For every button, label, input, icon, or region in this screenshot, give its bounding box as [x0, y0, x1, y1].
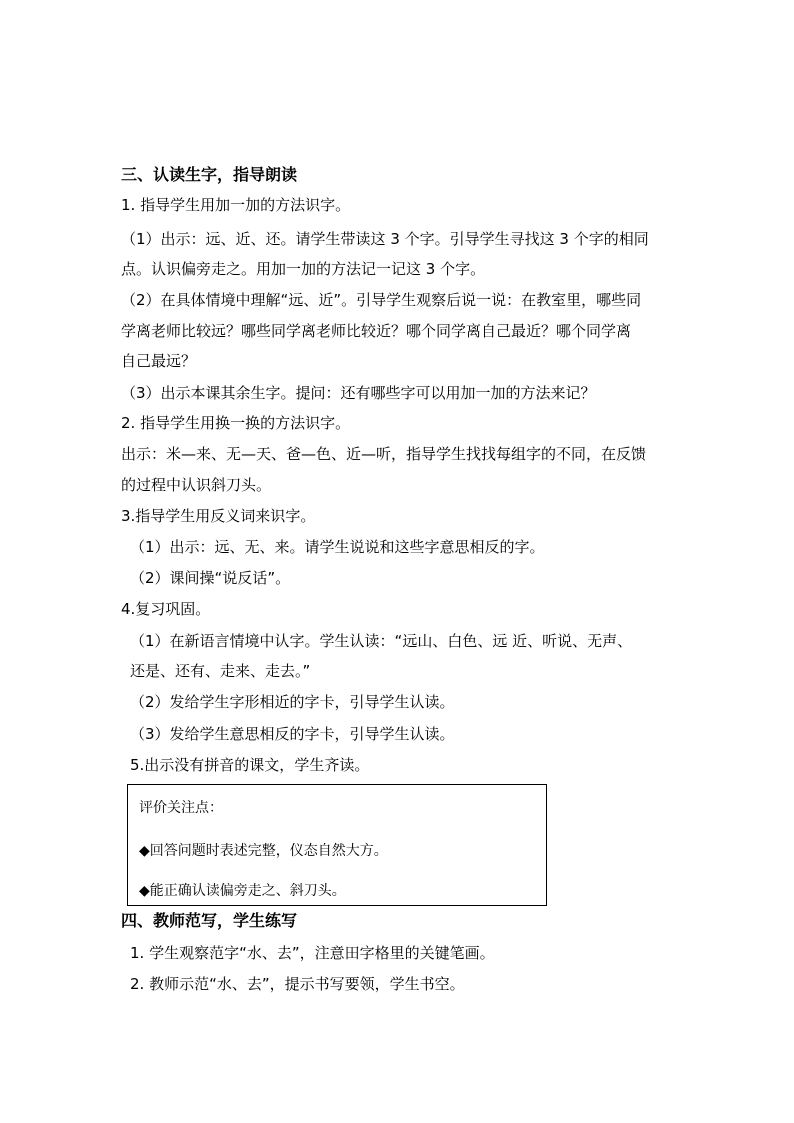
section4-item2: 2. 教师示范“水、去”，提示书写要领，学生书空。: [130, 975, 465, 993]
evaluation-point-2: ◆能正确认读偏旁走之、斜刀头。: [139, 883, 346, 899]
item1-2-line1: （2）在具体情境中理解“远、近”。引导学生观察后说一说：在教室里，哪些同: [121, 291, 642, 309]
item2-line1: 出示：米—来、无—天、爸—色、近—听，指导学生找找每组字的不同，在反馈: [121, 445, 647, 463]
item1-1-line2: 点。认识偏旁走之。用加一加的方法记一记这 3 个字。: [121, 260, 486, 278]
item4-2: （2）发给学生字形相近的字卡，引导学生认读。: [130, 693, 455, 711]
item2: 2. 指导学生用换一换的方法识字。: [121, 414, 351, 432]
evaluation-point-1: ◆回答问题时表述完整，仪态自然大方。: [139, 843, 388, 859]
evaluation-box: [127, 784, 547, 906]
item3: 3.指导学生用反义词来识字。: [121, 507, 316, 525]
item4: 4.复习巩固。: [121, 600, 211, 618]
section3-heading: 三、认读生字，指导朗读: [121, 165, 298, 184]
item1-3: （3）出示本课其余生字。提问：还有哪些字可以用加一加的方法来记？: [121, 384, 596, 402]
item1-2-line3: 自己最远？: [121, 352, 197, 370]
evaluation-title: 评价关注点：: [139, 800, 223, 816]
item2-line2: 的过程中认识斜刀头。: [121, 476, 272, 494]
item3-1: （1）出示：远、无、来。请学生说说和这些字意思相反的字。: [130, 538, 545, 556]
item3-2: （2）课间操“说反话”。: [130, 569, 291, 587]
item4-3: （3）发给学生意思相反的字卡，引导学生认读。: [130, 725, 455, 743]
item1-2-line2: 学离老师比较远？哪些同学离老师比较近？哪个同学离自己最近？哪个同学离: [121, 322, 632, 340]
section4-heading: 四、教师范写，学生练写: [121, 911, 298, 930]
item1: 1. 指导学生用加一加的方法识字。: [121, 196, 351, 214]
item1-1-line1: （1）出示：远、近、还。请学生带读这 3 个字。引导学生寻找这 3 个字的相同: [121, 230, 649, 248]
item5: 5.出示没有拼音的课文，学生齐读。: [130, 756, 370, 774]
item4-1-line2: 还是、还有、走来、走去。”: [130, 662, 311, 680]
item4-1-line1: （1）在新语言情境中认字。学生认读：“远山、白色、远 近、听说、无声、: [130, 632, 633, 650]
section4-item1: 1. 学生观察范字“水、去”，注意田字格里的关键笔画。: [130, 944, 495, 962]
